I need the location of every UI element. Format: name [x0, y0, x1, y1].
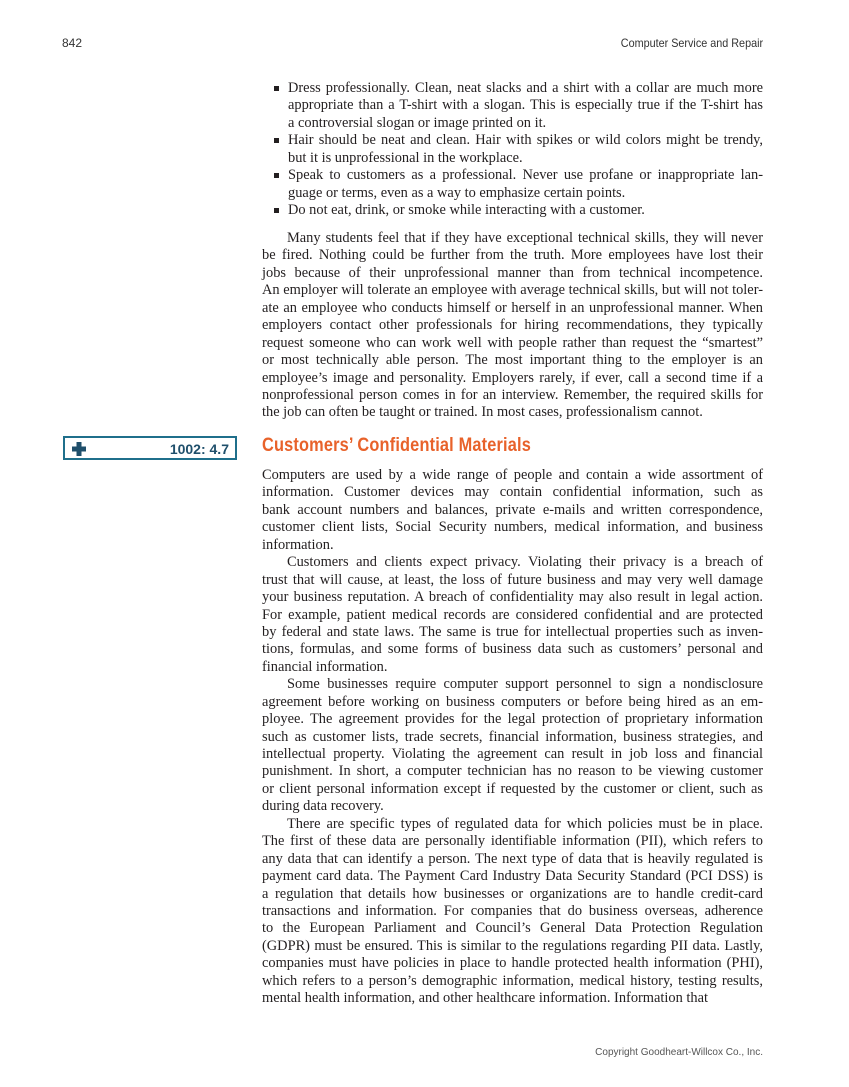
- objective-tag: [63, 436, 237, 460]
- text-line: An employer will tolerate an employee with average technical skills, but will not toler-: [262, 282, 763, 299]
- running-title: Computer Service and Repair: [620, 36, 763, 50]
- intro-paragraph: [262, 230, 763, 422]
- text-line: or most technically able person. The most important thing to the employer is an: [262, 352, 763, 369]
- text-line: such as customer lists, trade secrets, financial information, business strategies, and: [262, 728, 763, 745]
- bullet-icon: [274, 208, 279, 213]
- text-line: the job can often be taught or trained. In most cases, professionalism cannot.: [262, 404, 703, 421]
- text-line: a controversial slogan or image printed on it.: [288, 114, 547, 131]
- text-line: (GDPR) must be ensured. This is similar to the regulations regarding PII data. Lastly,: [262, 937, 763, 954]
- text-line: Computers are used by a wide range of people and contain a wide assortment of: [262, 467, 763, 483]
- text-line: during data recovery.: [262, 798, 384, 815]
- text-line: transactions and information. For companies that do business overseas, adherence: [262, 902, 763, 919]
- text-line: a regulation that details how businesses or organizations are to handle credit-card: [262, 885, 763, 902]
- paragraph: [262, 676, 763, 816]
- bullet-list: [262, 80, 763, 220]
- text-line: Many students feel that if they have exceptional technical skills, they will never: [287, 230, 763, 246]
- bullet-icon: [274, 138, 279, 143]
- text-line: request someone who can work well with people rather than request the “smartest”: [262, 334, 763, 351]
- text-line: For example, patient medical records are considered confidential and are protected: [262, 606, 763, 623]
- text-line: or client personal information except if requested by the customer or client, such as: [262, 780, 763, 797]
- text-line: your business reputation. A breach of confidentiality may also result in legal action.: [262, 589, 763, 606]
- text-line: tions, formulas, and some forms of business data such as customers’ personal and: [262, 641, 763, 658]
- text-line: ate an employee who conducts himself or herself in an unprofessional manner. When: [262, 299, 763, 316]
- objective-code: 1002: 4.7: [169, 441, 229, 457]
- page-number: 842: [62, 36, 83, 50]
- bullet-icon: [274, 173, 279, 178]
- text-line: trust that will cause, at least, the loss of future business and may very well damage: [262, 571, 763, 588]
- paragraph: [262, 554, 763, 676]
- text-line: punishment. In short, a computer technician has no reason to be viewing customer: [262, 763, 763, 780]
- text-line: bank account numbers and balances, private e-mails and written correspondence,: [262, 501, 763, 518]
- text-line: Hair should be neat and clean. Hair with spikes or wild colors might be trendy,: [288, 132, 763, 149]
- bullet-icon: [274, 86, 279, 91]
- text-line: financial information.: [262, 658, 388, 675]
- paragraph: [262, 816, 763, 1008]
- bullet-item: [262, 132, 763, 167]
- text-line: jobs because of their unprofessional manner than from technical incompetence.: [262, 264, 763, 281]
- text-line: mental health information, and other healthcare information. Information that: [262, 990, 708, 1007]
- text-line: Do not eat, drink, or smoke while interacting with a customer.: [288, 202, 645, 219]
- text-line: companies must have policies in place to handle protected health information (PHI),: [262, 955, 763, 972]
- bullet-item: [262, 202, 763, 219]
- text-line: customer client lists, Social Security numbers, medical information, and business: [262, 519, 763, 536]
- section-body: [262, 467, 763, 1008]
- text-line: nonprofessional person comes in for an interview. Remember, the required skills for: [262, 386, 763, 403]
- text-line: be fired. Nothing could be further from the truth. More employees have lost their: [262, 247, 763, 264]
- text-line: payment card data. The Payment Card Industry Data Security Standard (PCI DSS) is: [262, 868, 763, 885]
- copyright-footer: Copyright Goodheart-Willcox Co., Inc.: [595, 1047, 763, 1058]
- bullet-item: [262, 80, 763, 132]
- paragraph: [262, 467, 763, 554]
- paragraph: [262, 230, 763, 422]
- text-line: employee’s image and personality. Employers rarely, if ever, call a second time if a: [262, 369, 763, 386]
- text-line: but it is unprofessional in the workplace.: [288, 149, 523, 166]
- a-plus-logo-icon: [71, 441, 87, 457]
- text-line: to the European Parliament and Council’s General Data Protection Regulation: [262, 920, 763, 937]
- text-line: appropriate than a T-shirt with a slogan. This is especially true if the T-shirt has: [288, 97, 763, 114]
- text-line: by federal and state laws. The same is true for intellectual properties such as inven-: [262, 623, 763, 640]
- text-line: information.: [262, 536, 334, 553]
- text-line: employers contact other professionals for hiring recommendations, they typically: [262, 317, 763, 334]
- text-line: information. Customer devices may contain confidential information, such as: [262, 484, 763, 501]
- text-line: intellectual property. Violating the agreement can result in job loss and financial: [262, 746, 763, 762]
- text-line: Some businesses require computer support personnel to sign a nondisclosure: [287, 676, 763, 693]
- text-line: guage or terms, even as a way to emphasize certain points.: [288, 184, 626, 201]
- text-line: Speak to customers as a professional. Never use profane or inappropriate lan-: [288, 167, 763, 184]
- text-line: Customers and clients expect privacy. Violating their privacy is a breach of: [287, 554, 763, 571]
- text-line: Dress professionally. Clean, neat slacks and a shirt with a collar are much more: [288, 80, 763, 96]
- text-line: any data that can identify a person. The next type of data that is heavily regulated is: [262, 850, 763, 867]
- text-line: which refers to a person’s demographic information, medical history, testing results,: [262, 972, 763, 989]
- text-line: The first of these data are personally identifiable information (PII), which refers to: [262, 833, 763, 850]
- text-line: ployee. The agreement provides for the legal protection of proprietary information: [262, 711, 763, 728]
- text-line: agreement before working on business computers or before being hired as an em-: [262, 693, 763, 710]
- section-heading: Customers’ Confidential Materials: [262, 435, 531, 456]
- text-line: There are specific types of regulated data for which policies must be in place.: [287, 815, 763, 832]
- bullet-item: [262, 167, 763, 202]
